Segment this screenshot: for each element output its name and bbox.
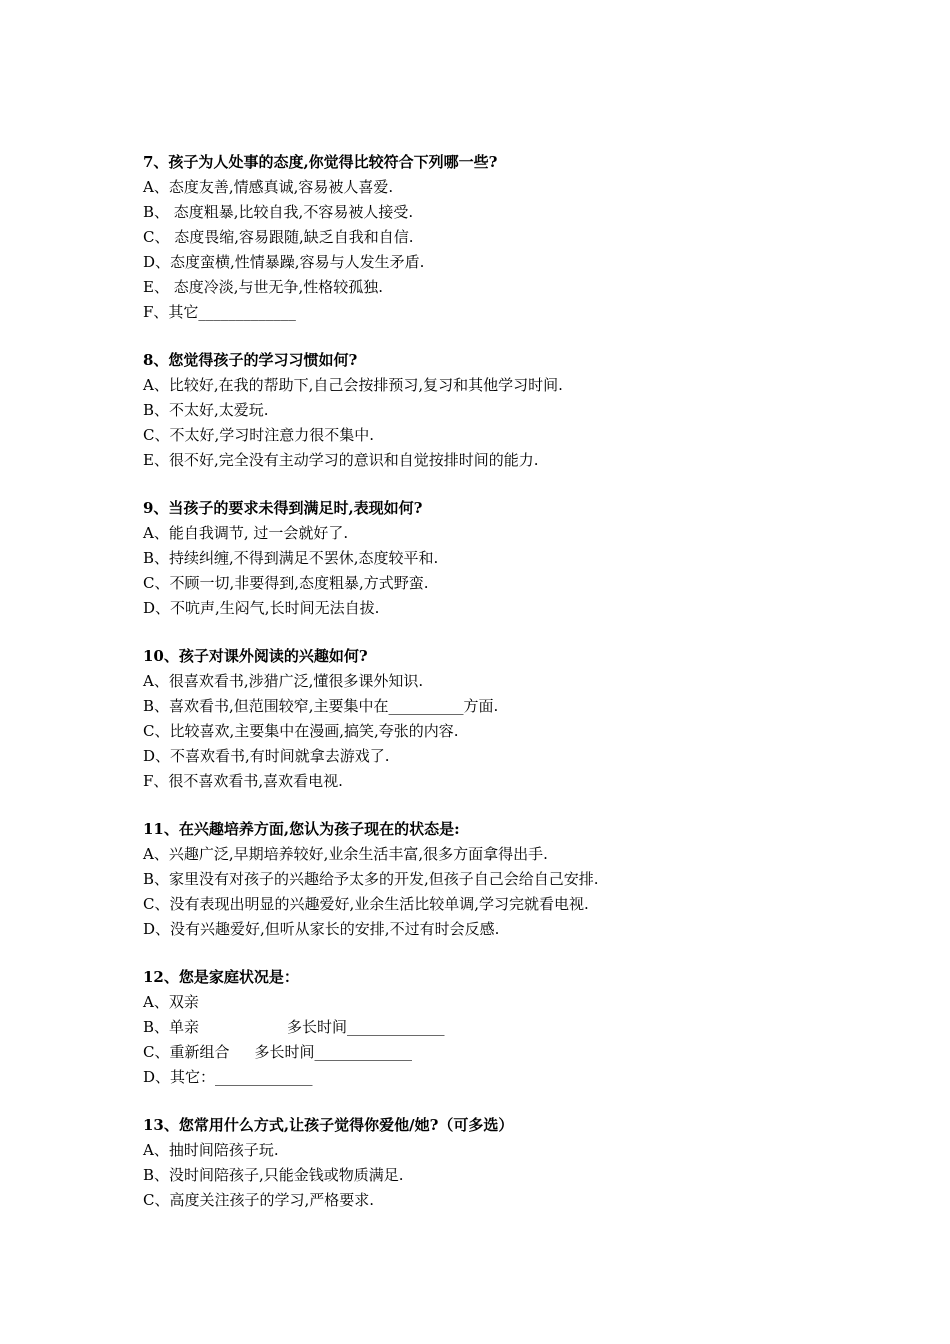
option-a: A、能自我调节, 过一会就好了.	[143, 524, 349, 542]
option-f: F、很不喜欢看书,喜欢看电视.	[143, 772, 343, 790]
questionnaire-page	[143, 150, 843, 1213]
option-d: D、没有兴趣爱好,但听从家长的安排,不过有时会反感.	[143, 920, 500, 938]
option-b: B、家里没有对孩子的兴趣给予太多的开发,但孩子自己会给自己安排.	[143, 870, 599, 888]
question-title: 8、您觉得孩子的学习习惯如何?	[143, 351, 358, 369]
option-a: A、抽时间陪孩子玩.	[143, 1141, 279, 1159]
option-b: B、不太好,太爱玩.	[143, 401, 269, 419]
question-title: 13、您常用什么方式,让孩子觉得你爱他/她?（可多选）	[143, 1116, 514, 1134]
option-d: D、态度蛮横,性情暴躁,容易与人发生矛盾.	[143, 253, 425, 271]
option-label: A、双亲	[143, 993, 199, 1011]
question-title: 12、您是家庭状况是：	[143, 968, 299, 986]
question-13	[143, 1113, 843, 1213]
option-d: D、不吭声,生闷气,长时间无法自拔.	[143, 599, 380, 617]
option-c: C、高度关注孩子的学习,严格要求.	[143, 1191, 375, 1209]
option-b	[143, 1015, 843, 1040]
option-extra: 多长时间_____________	[254, 1043, 412, 1061]
option-a: A、很喜欢看书,涉猎广泛,懂很多课外知识.	[143, 672, 424, 690]
option-b: B、没时间陪孩子,只能金钱或物质满足.	[143, 1166, 404, 1184]
option-d	[143, 1065, 843, 1090]
option-label: D、其它：_____________	[143, 1068, 313, 1086]
option-a: A、兴趣广泛,早期培养较好,业余生活丰富,很多方面拿得出手.	[143, 845, 548, 863]
question-title: 9、当孩子的要求未得到满足时,表现如何?	[143, 499, 423, 517]
question-7	[143, 150, 843, 325]
question-12	[143, 965, 843, 1090]
option-label: C、重新组合	[143, 1043, 230, 1061]
option-a	[143, 990, 843, 1015]
question-title: 7、孩子为人处事的态度,你觉得比较符合下列哪一些?	[143, 153, 498, 171]
question-11	[143, 817, 843, 942]
question-9	[143, 496, 843, 621]
option-e: E、很不好,完全没有主动学习的意识和自觉按排时间的能力.	[143, 451, 539, 469]
option-c: C、不顾一切,非要得到,态度粗暴,方式野蛮.	[143, 574, 429, 592]
option-d: D、不喜欢看书,有时间就拿去游戏了.	[143, 747, 390, 765]
option-extra: 多长时间_____________	[287, 1018, 445, 1036]
option-a: A、态度友善,情感真诚,容易被人喜爱.	[143, 178, 394, 196]
option-c: C、没有表现出明显的兴趣爱好,业余生活比较单调,学习完就看电视.	[143, 895, 589, 913]
option-c: C、不太好,学习时注意力很不集中.	[143, 426, 375, 444]
option-b: B、持续纠缠,不得到满足不罢休,态度较平和.	[143, 549, 439, 567]
option-c: C、比较喜欢,主要集中在漫画,搞笑,夸张的内容.	[143, 722, 459, 740]
option-b: B、 态度粗暴,比较自我,不容易被人接受.	[143, 203, 414, 221]
option-a: A、比较好,在我的帮助下,自己会按排预习,复习和其他学习时间.	[143, 376, 563, 394]
option-f: F、其它_____________	[143, 303, 296, 321]
option-c: C、 态度畏缩,容易跟随,缺乏自我和自信.	[143, 228, 414, 246]
question-title: 11、在兴趣培养方面,您认为孩子现在的状态是:	[143, 820, 460, 838]
question-8	[143, 348, 843, 473]
option-c	[143, 1040, 843, 1065]
option-label: B、单亲	[143, 1018, 200, 1036]
option-e: E、 态度冷淡,与世无争,性格较孤独.	[143, 278, 384, 296]
question-10	[143, 644, 843, 794]
question-title: 10、孩子对课外阅读的兴趣如何?	[143, 647, 368, 665]
option-b: B、喜欢看书,但范围较窄,主要集中在__________方面.	[143, 697, 499, 715]
